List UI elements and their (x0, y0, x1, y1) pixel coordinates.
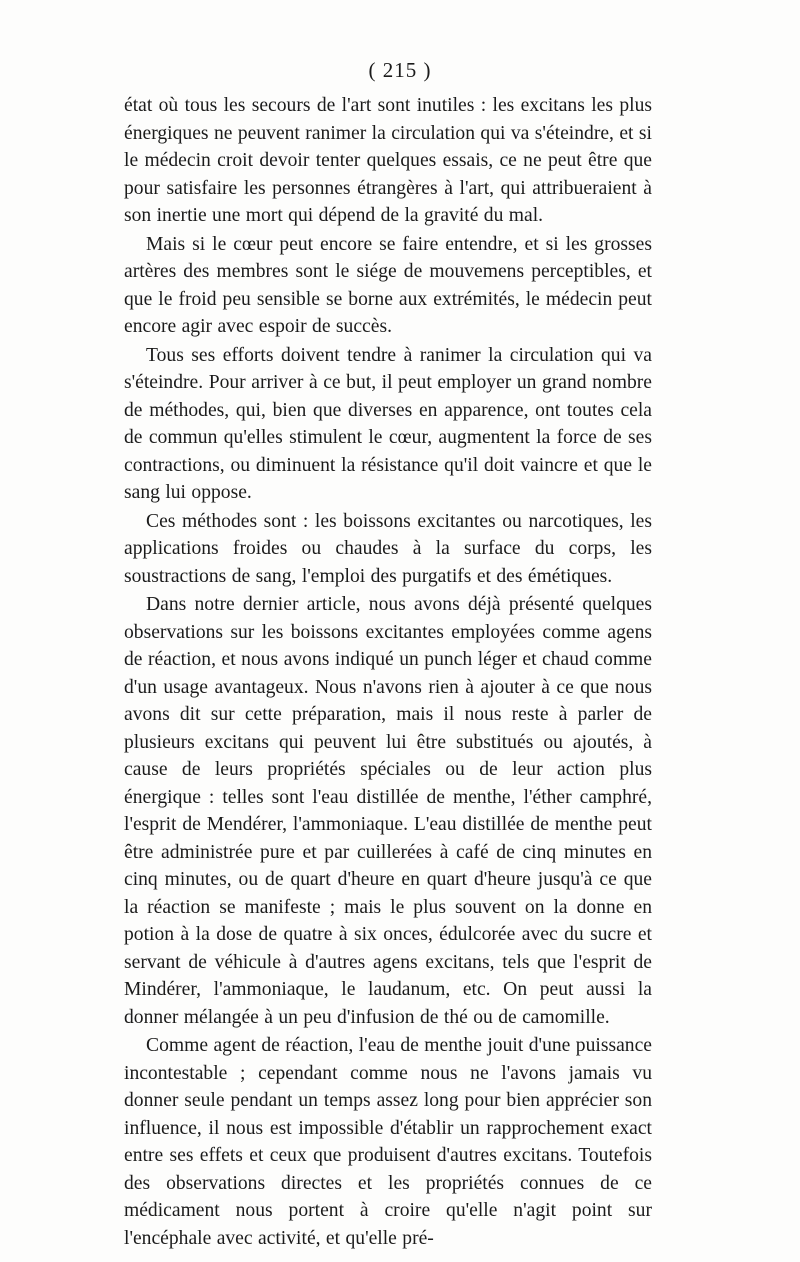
paragraph-1: état où tous les secours de l'art sont inutiles : les excitans les plus énergiques ne peuvent ranimer la circulation qui va s'éteindre, et si le médecin croit devoir tenter quelques essais, ce ne peut être que pour satisfaire les personnes étrangères à l'art, qui attribueraient à son inertie une mort qui dépend de la gravité du mal. (124, 95, 652, 226)
page-number: ( 215 ) (368, 58, 432, 82)
paragraph-5: Dans notre dernier article, nous avons déjà présenté quelques observations sur les boissons excitantes employées comme agens de réaction, et nous avons indiqué un punch léger et chaud comme d'un usage avantageux. Nous n'avons rien à ajouter à ce que nous avons dit sur cette préparation, mais il nous reste à parler de plusieurs excitans qui peuvent lui être substitués ou ajoutés, à cause de leurs propriétés spéciales ou de leur action plus énergique : telles sont l'eau distillée de menthe, l'éther camphré, l'esprit de Mendérer, l'ammoniaque. L'eau distillée de menthe peut être administrée pure et par cuillerées à café de cinq minutes en cinq minutes, ou de quart d'heure en quart d'heure jusqu'à ce que la réaction se manifeste ; mais le plus souvent on la donne en potion à la dose de quatre à six onces, édulcorée avec du sucre et servant de véhicule à d'autres agens excitans, tels que l'esprit de Mindérer, l'ammoniaque, le laudanum, etc. On peut aussi la donner mélangée à un peu d'infusion de thé ou de camomille. (124, 594, 652, 1028)
paragraph-2: Mais si le cœur peut encore se faire entendre, et si les grosses artères des membres sont le siége de mouvemens perceptibles, et que le froid peu sensible se borne aux extrémités, le médecin peut encore agir avec espoir de succès. (124, 233, 652, 337)
body-text (124, 92, 652, 1253)
paragraph-6: Comme agent de réaction, l'eau de menthe jouit d'une puissance incontestable ; cependant comme nous ne l'avons jamais vu donner seule pendant un temps assez long pour bien apprécier son influence, il nous est impossible d'établir un rapprochement exact entre ses effets et ceux que produisent d'autres excitans. Toutefois des observations directes et les propriétés connues de ce médicament nous portent à croire qu'elle n'agit point sur l'encéphale avec activité, et qu'elle pré- (124, 1035, 652, 1249)
paragraph-3: Tous ses efforts doivent tendre à ranimer la circulation qui va s'éteindre. Pour arriver à ce but, il peut employer un grand nombre de méthodes, qui, bien que diverses en apparence, ont toutes cela de commun qu'elles stimulent le cœur, augmentent la force de ses contractions, ou diminuent la résistance qu'il doit vaincre et que le sang lui oppose. (124, 344, 652, 503)
paragraph-4: Ces méthodes sont : les boissons excitantes ou narcotiques, les applications froides ou chaudes à la surface du corps, les soustractions de sang, l'emploi des purgatifs et des émétiques. (124, 510, 652, 587)
